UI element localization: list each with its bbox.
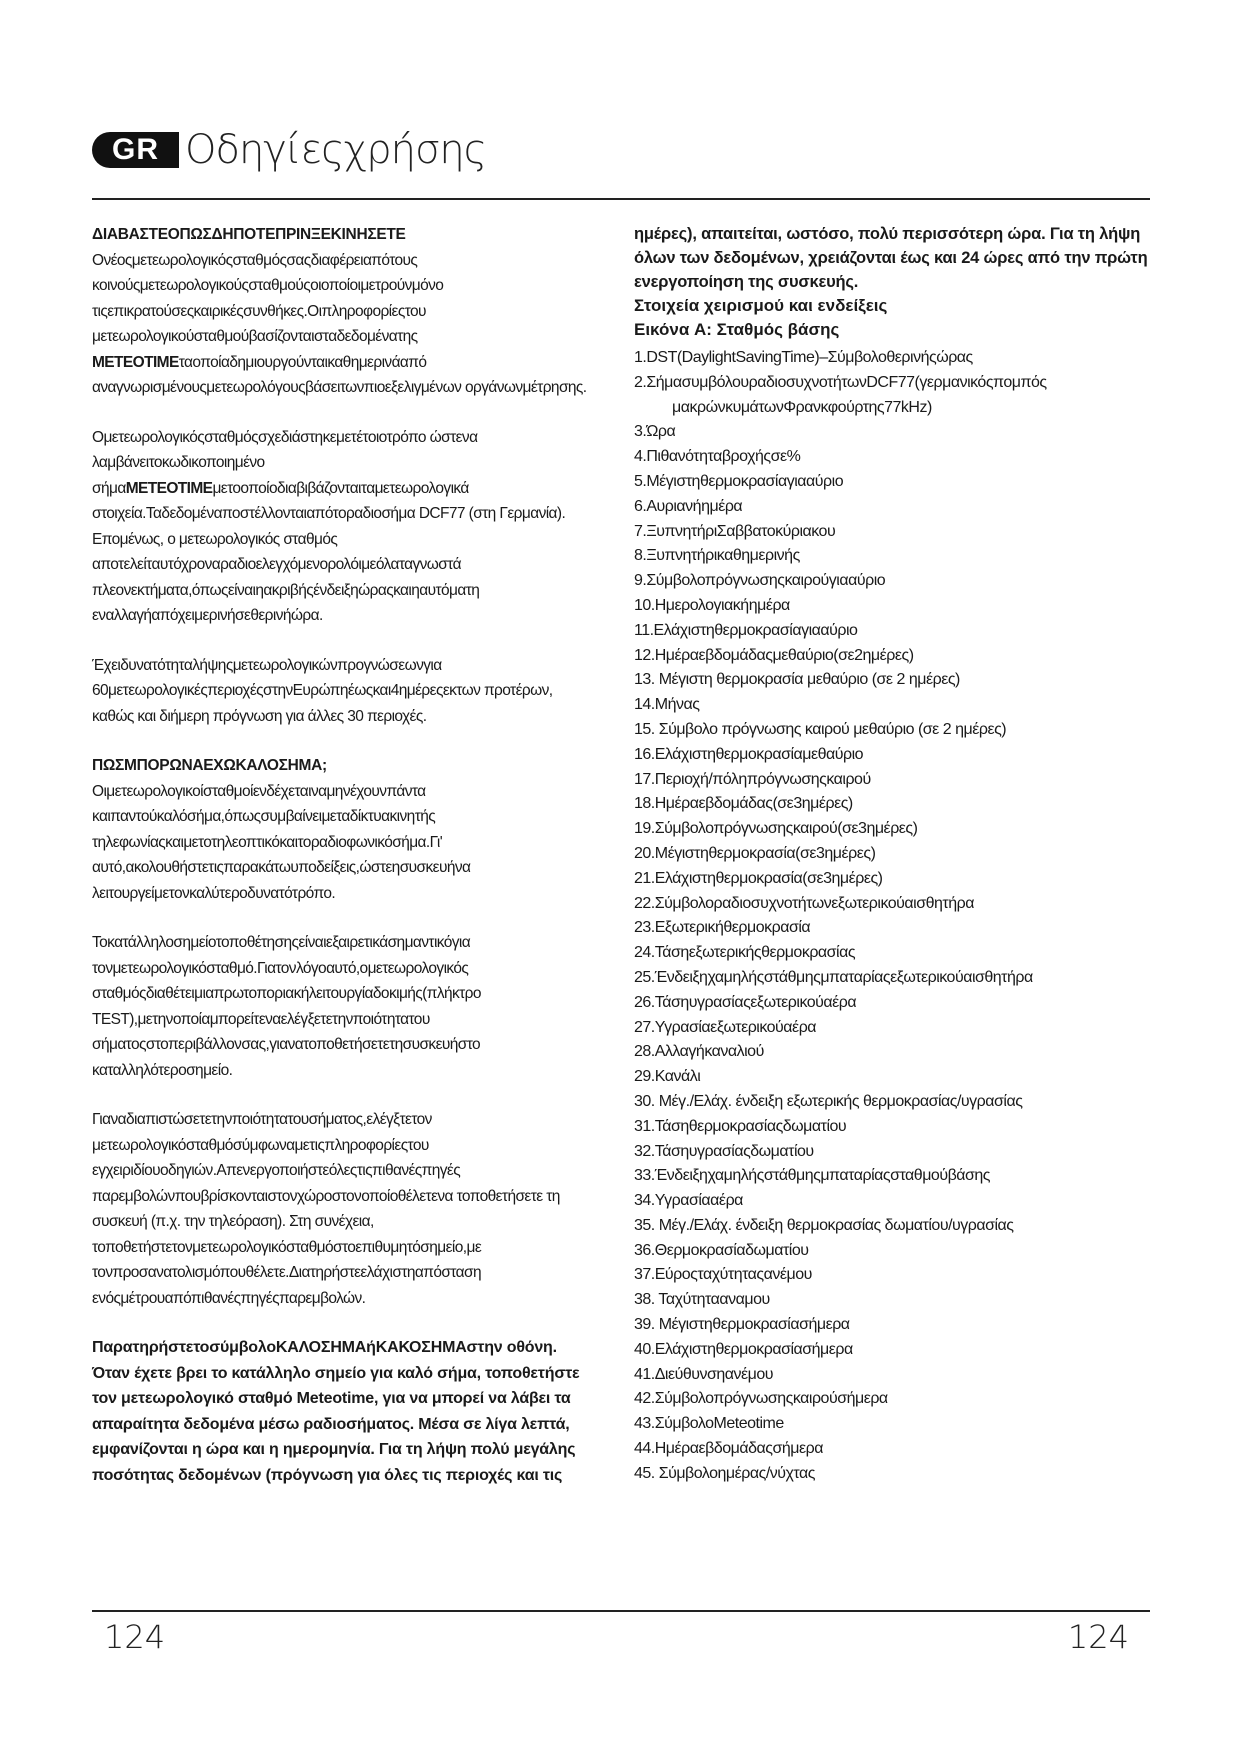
list-item: 45. Σύμβολοημέρας/νύχτας (634, 1464, 815, 1482)
list-item: 20.Μέγιστηθερμοκρασία(σε3ημέρες) (634, 844, 876, 862)
top-divider (92, 198, 1150, 200)
brand-meteotime-2: METEOTIME (125, 479, 213, 497)
quality-paragraph: Γιαναδιαπιστώσετετηνποιότητατουσήματος,ελέγξτετον μετεωρολογικόσταθμόσύμφωναμετιςπληροφορίεςτου εγχειριδίουοδηγιών.Απενεργοποιήστεόλεςτιςπιθανέςπηγές παρεμβολώνπουβρίσκονταιστονχώροστονοποίοθέλετενα τοποθετήσετε τη συσκευή (π.χ. την τηλεόραση). Στη συνέχεια, τοποθετήστετονμετεωρολογικόσταθμόστοεπιθυμητόσημείο,με τονπροσανατολισμόπουθέλετε.Διατηρήστεελάχιστηαπόσταση ενόςμέτρουαπόπιθανέςπηγέςπαρεμβολών. (92, 1111, 560, 1307)
continued-paragraph: ημέρες), απαιτείται, ωστόσο, πολύ περισσότερη ώρα. Για τη λήψη όλων των δεδομένων, χρειάζονται έως και 24 ώρες από την πρώτη ενεργοποίηση της συσκευής. (634, 225, 1148, 291)
intro-text-b: ταοποίαδημιουργούνταικαθημερινάαπό αναγνωρισμένουςμετεωρολόγουςβάσειτωνπιοεξελιγμένων οργάνωνμέτρησης. (92, 353, 587, 396)
list-item: μακρώνκυμάτωνΦρανκφούρτης77kHz) (672, 398, 932, 416)
intro-paragraph (92, 248, 592, 401)
list-item: 27.Υγρασίαεξωτερικούαέρα (634, 1018, 817, 1036)
list-item: 35. Μέγ./Ελάχ. ένδειξη θερμοκρασίας δωματίου/υγρασίας (634, 1216, 1014, 1234)
page-number-right: 124 (1067, 1618, 1129, 1656)
list-item: 32.Τάσηυγρασίαςδωματίου (634, 1142, 814, 1160)
list-item: 17.Περιοχή/πόληπρόγνωσηςκαιρού (634, 770, 871, 788)
list-item: 37.Εύροςταχύτηταςανέμου (634, 1266, 812, 1284)
list-item: 11.Ελάχιστηθερμοκρασίαγιααύριο (634, 621, 858, 639)
right-column (634, 222, 1154, 1487)
section-heading-figure-a: Εικόνα A: Σταθμός βάσης (634, 320, 840, 339)
design-text-a: Ομετεωρολογικόςσταθμόςσχεδιάστηκεμετέτοιοτρόπο ώστενα λαμβάνειτοκωδικοποιημένο σήμα (92, 428, 478, 497)
section-heading-controls: Στοιχεία χειρισμού και ενδείξεις (634, 296, 888, 315)
list-item: 6.Αυριανήημέρα (634, 497, 743, 515)
section-heading-good-signal: ΠΩΣΜΠΟΡΩΝΑΕΧΩΚΑΛΟΣΗΜΑ; (92, 757, 327, 774)
list-item: 39. Μέγιστηθερμοκρασίασήμερα (634, 1316, 850, 1334)
list-item: 33.Ένδειξηχαμηλήςστάθμηςμπαταρίαςσταθμούβάσης (634, 1167, 990, 1185)
list-item: 10.Ημερολογιακήημέρα (634, 596, 790, 614)
list-item: 30. Μέγ./Ελάχ. ένδειξη εξωτερικής θερμοκρασίας/υγρασίας (634, 1092, 1023, 1110)
list-item: 29.Κανάλι (634, 1068, 701, 1086)
list-item: 16.Ελάχιστηθερμοκρασίαμεθαύριο (634, 745, 864, 763)
list-item: 41.Διεύθυνσηανέμου (634, 1365, 774, 1383)
intro-text-a: Ονέοςμετεωρολογικόςσταθμόςσαςδιαφέρειαπότους κοινούςμετεωρολογικούςσταθμούςοιοποίοιμετρούνμόνο τιςεπικρατούσεςκαιρικέςσυνθήκες.Οιπληροφορίεςτου μετεωρολογικούσταθμούβασίζονταισταδεδομένατης (92, 251, 444, 345)
section-heading-read-first: ΔΙΑΒΑΣΤΕΟΠΩΣΔΗΠΟΤΕΠΡΙΝΞΕΚΙΝΗΣΕΤΕ (92, 226, 406, 243)
list-item: 15. Σύμβολο πρόγνωσης καιρού μεθαύριο (σε 2 ημέρες) (634, 720, 1007, 738)
list-item: 3.Ώρα (634, 423, 676, 441)
list-item: 7.ΞυπνητήριΣαββατοκύριακου (634, 522, 836, 540)
observe-symbol-paragraph: ΠαρατηρήστετοσύμβολοΚΑΛΟΣΗΜΑήΚΑΚΟΣΗΜΑστην οθόνη. Όταν έχετε βρει το κατάλληλο σημείο για καλό σήμα, τοποθετήστε τον μετεωρολογικό σταθμό Meteotime, για να μπορεί να λάβει τα απαραίτητα δεδομένα μέσω ραδιοσήματος. Μέσα σε λίγα λεπτά, εμφανίζονται η ώρα και η ημερομηνία. Για τη λήψη πολύ μεγάλης ποσότητας δεδομένων (πρόγνωση για όλες τις περιοχές και τις (92, 1339, 580, 1484)
page-title: Οδηγίεςχρήσης (185, 127, 487, 173)
list-item: 24.Τάσηεξωτερικήςθερμοκρασίας (634, 944, 856, 962)
left-column (92, 222, 592, 1488)
page-number-left: 124 (104, 1618, 166, 1656)
bottom-divider (92, 1610, 1150, 1612)
design-text-b: μετοοποίοδιαβιβάζονταιταμετεωρολογικά στοιχεία.Ταδεδομέναποστέλλονταιαπότοραδιοσήμα DCF77 (στη Γερμανία). Επομένως, ο μετεωρολογικός σταθμός αποτελείταυτόχροναραδιοελεγχόμενορολόιμεόλαταγνωστά πλεονεκτήματα,όπωςείναιηακριβήςένδειξηώραςκαιηαυτόματη εναλλαγήαπόχειμερινήσεθερινήώρα. (92, 479, 566, 624)
signal-paragraph: Οιμετεωρολογικοίσταθμοίενδέχεταιναμηνέχουνπάντα καιπαντούκαλόσήμα,όπωςσυμβαίνειμεταδίκτυακινητής τηλεφωνίαςκαιμετοτηλεοπτικόκαιτοραδιοφωνικόσήμα.Γι' αυτό,ακολουθήστετιςπαρακάτωυποδείξεις,ώστεησυσκευήνα λειτουργείμετονκαλύτεροδυνατότρόπο. (92, 782, 471, 902)
list-item: 34.Υγρασίααέρα (634, 1192, 743, 1210)
list-item: 26.Τάσηυγρασίαςεξωτερικούαέρα (634, 993, 857, 1011)
list-item: 2.ΣήμασυμβόλουραδιοσυχνοτήτωνDCF77(γερμανικόςπομπός (634, 373, 1047, 391)
list-item: 23.Εξωτερικήθερμοκρασία (634, 919, 811, 937)
list-item: 18.Ημέραεβδομάδας(σε3ημέρες) (634, 795, 853, 813)
list-item: 4.Πιθανότηταβροχήςσε% (634, 448, 801, 466)
list-item: 42.Σύμβολοπρόγνωσηςκαιρούσήμερα (634, 1390, 888, 1408)
list-item: 1.DST(DaylightSavingTime)–Σύμβολοθερινήςώρας (634, 349, 973, 366)
list-item: 25.Ένδειξηχαμηλήςστάθμηςμπαταρίαςεξωτερικούαισθητήρα (634, 968, 1033, 986)
list-item: 40.Ελάχιστηθερμοκρασίασήμερα (634, 1340, 853, 1358)
list-item: 14.Μήνας (634, 696, 700, 714)
list-item: 8.Ξυπνητήρικαθημερινής (634, 547, 800, 565)
display-elements-list (634, 346, 1154, 1487)
brand-meteotime: METEOTIME (92, 353, 179, 371)
list-item: 19.Σύμβολοπρόγνωσηςκαιρού(σε3ημέρες) (634, 820, 918, 838)
list-item: 43.ΣύμβολοMeteotime (634, 1415, 784, 1433)
list-item: 21.Ελάχιστηθερμοκρασία(σε3ημέρες) (634, 869, 883, 887)
list-item: 9.Σύμβολοπρόγνωσηςκαιρούγιααύριο (634, 572, 886, 590)
list-item: 44.Ημέραεβδομάδαςσήμερα (634, 1440, 823, 1458)
list-item: 5.Μέγιστηθερμοκρασίαγιααύριο (634, 472, 844, 490)
list-item: 31.Τάσηθερμοκρασίαςδωματίου (634, 1117, 847, 1135)
list-item: 28.Αλλαγήκαναλιού (634, 1043, 764, 1061)
list-item: 22.Σύμβολοραδιοσυχνοτήτωνεξωτερικούαισθητήρα (634, 894, 974, 912)
header (92, 120, 486, 180)
design-paragraph (92, 425, 592, 629)
list-item: 13. Μέγιστη θερμοκρασία μεθαύριο (σε 2 ημέρες) (634, 671, 960, 689)
list-item: 12.Ημέραεβδομάδαςμεθαύριο(σε2ημέρες) (634, 646, 914, 664)
list-item: 38. Ταχύτητααναμου (634, 1291, 770, 1309)
forecast-paragraph: Έχειδυνατότηταλήψηςμετεωρολογικώνπρογνώσεωνγια 60μετεωρολογικέςπεριοχέςστηνΕυρώπηέωςκαι4ημέρεςεκτων προτέρων, καθώς και διήμερη πρόγνωση για άλλες 30 περιοχές. (92, 656, 553, 725)
list-item: 36.Θερμοκρασίαδωματίου (634, 1241, 809, 1259)
language-badge: GR (92, 132, 179, 168)
placement-paragraph: Τοκατάλληλοσημείοτοποθέτησηςείναιεξαιρετικάσημαντικόγια τονμετεωρολογικόσταθμό.Γιατονλόγοαυτό,ομετεωρολογικός σταθμόςδιαθέτειμιαπρωτοποριακήλειτουργίαδοκιμής(πλήκτρο TEST),μετηνοποίαμπορείτεναελέγξετετηνποιότητατου σήματοςστοπεριβάλλονσας,γιανατοποθετήσετετησυσκευήστο καταλληλότεροσημείο. (92, 934, 481, 1079)
